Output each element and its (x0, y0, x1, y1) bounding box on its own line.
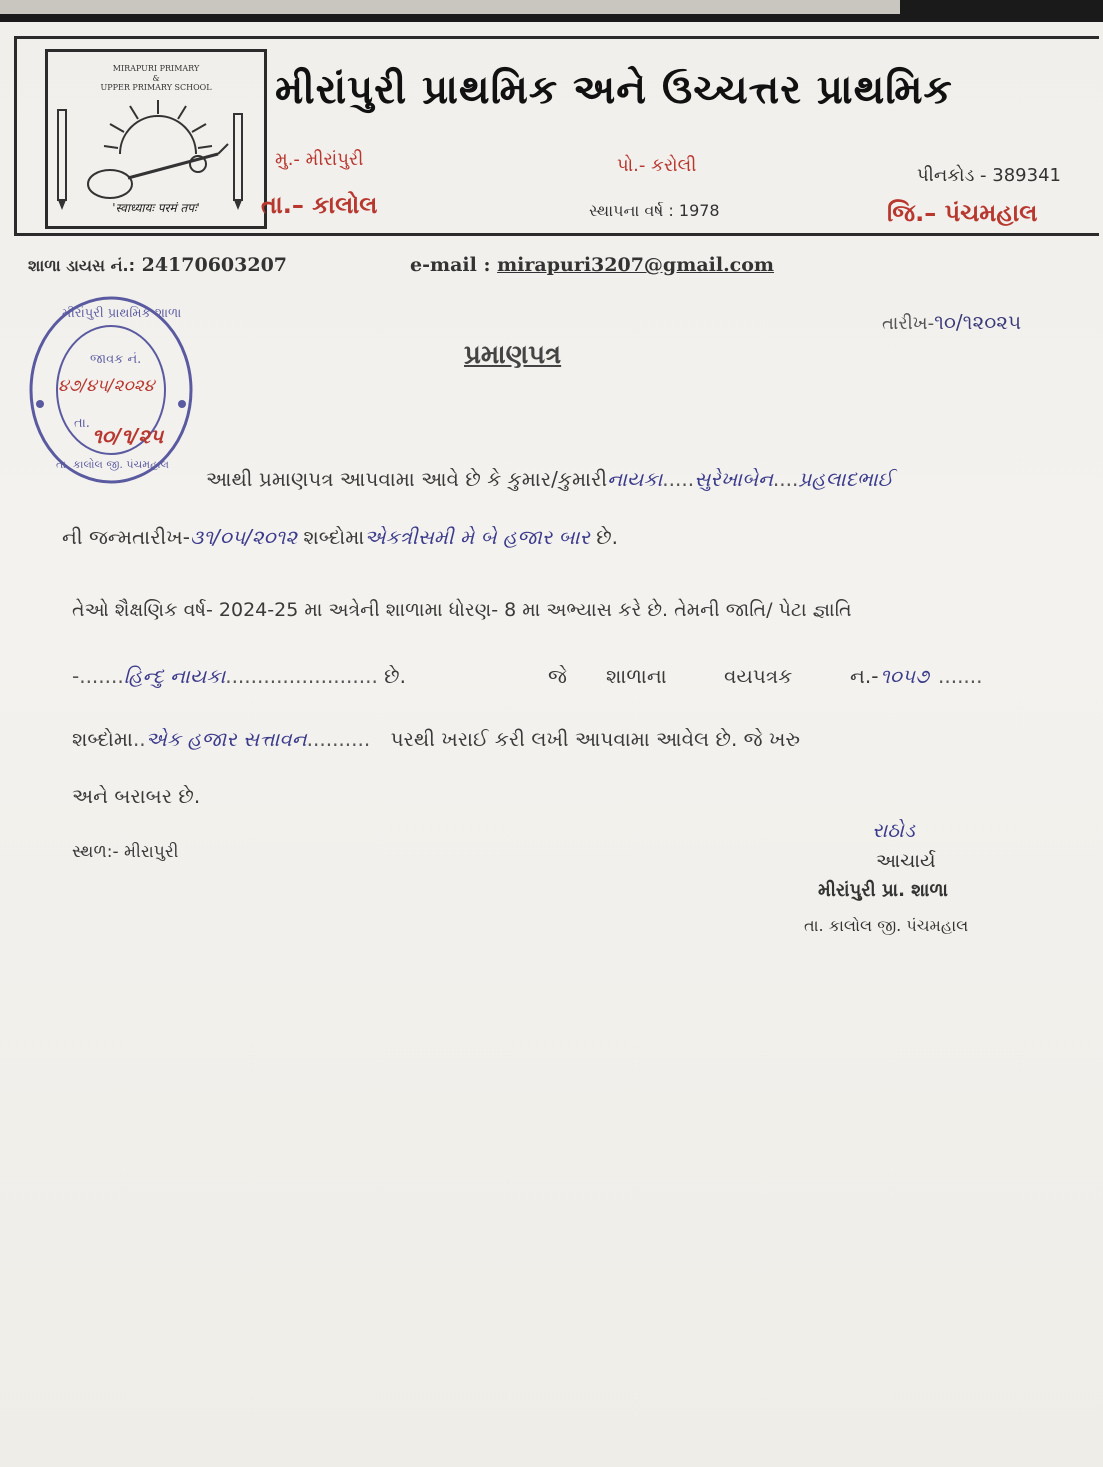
in-words-label: શબ્દોમા (303, 525, 365, 549)
body-line-3: તેઓ શૈક્ષણિક વર્ષ- 2024-25 મા અત્રેની શાળામા ધોરણ- 8 મા અભ્યાસ કરે છે. તેમની જાતિ/ પેટા જ્ઞાતિ (72, 599, 852, 621)
stamp-ring-text: મીરાંપુરી પ્રાથમિક શાળા (62, 306, 182, 321)
line2-prefix: ની જન્મતારીખ- (62, 525, 190, 549)
email-value: mirapuri3207@gmail.com (497, 254, 775, 276)
signature-address: તા. કાલોલ જી. પંચમહાલ (804, 916, 969, 935)
date-of-birth: ૩૧/૦૫/૨૦૧૨ (189, 525, 298, 549)
line5-prefix: શબ્દોમા (72, 727, 133, 751)
top-strip-light (0, 0, 900, 14)
stamp-date-label: તા. (74, 416, 90, 431)
stamp-date-value: ૧૦/૧/૨૫ (92, 424, 164, 448)
village: મુ.- મીરાંપુરી (275, 149, 364, 170)
founded-year: સ્થાપના વર્ષ : 1978 (589, 201, 720, 220)
logo-motto: 'स्वाध्यायः परमं तपः' (112, 201, 200, 215)
date-label: તારીખ- (882, 313, 935, 334)
post-office: પો.- કરોલી (617, 155, 697, 176)
principal-title: આચાર્ય (876, 850, 936, 872)
dise-label: શાળા ડાયસ નં.: (28, 256, 135, 275)
line2-suffix: છે. (596, 525, 619, 549)
certificate-page (0, 22, 1103, 1467)
place: સ્થળ:- મીરાપુરી (72, 842, 179, 862)
dise-number (28, 254, 287, 276)
letterhead (14, 36, 1099, 236)
dob-in-words: એકત્રીસમી મે બે હજાર બાર (364, 525, 590, 549)
logo-title-2: UPPER PRIMARY SCHOOL (100, 83, 212, 92)
line4-word-b: શાળાના (606, 664, 667, 688)
district: જિ.– પંચમહાલ (887, 199, 1038, 227)
line4-word-d: ન.- (850, 664, 879, 688)
stamp-outward-label: જાવક નં. (90, 352, 142, 367)
logo-title-1: MIRAPURI PRIMARY (112, 64, 200, 73)
principal-signature: રાઠોડ (872, 818, 915, 842)
line4-word-c: વયપત્રક (724, 664, 793, 688)
line4-word-a: જે (548, 664, 567, 688)
student-father-name: પ્રહલાદભાઈ (798, 467, 894, 491)
logo-title-amp: & (152, 74, 160, 83)
stamp-outward-value: ૪૭/૪૫/૨૦૨૪ (58, 376, 155, 396)
caste: હિન્દુ નાયકા (123, 664, 226, 688)
student-surname: નાયકા (607, 467, 663, 491)
line5-suffix: પરથી ખરાઈ કરી લખી આપવામા આવેલ છે. જે ખરુ (390, 727, 801, 751)
stamp-bottom-text: તા. કાલોલ જી. પંચમહાલ (56, 458, 169, 471)
dise-value: 24170603207 (141, 254, 288, 276)
line4-mid: છે. (384, 664, 406, 688)
register-number-words: એક હજાર સત્તાવન (145, 727, 307, 751)
email-label: e-mail : (410, 254, 491, 276)
pincode: પીનકોડ - 389341 (917, 165, 1061, 186)
certificate-title: પ્રમાણપત્ર (464, 340, 562, 370)
school-logo (45, 49, 267, 229)
register-number: ૧૦૫૭ (880, 664, 929, 688)
taluka: તા.– કાલોલ (261, 191, 378, 219)
body-line-6: અને બરાબર છે. (72, 784, 201, 808)
school-name: મીરાંપુરી પ્રાથમિક અને ઉચ્ચત્તર પ્રાથમિક (275, 67, 953, 113)
body-line-4: -.......હિન્દુ નાયકા........................ છે. જે શાળાના વયપત્રક ન.- ૧૦૫૭ ....... (72, 664, 983, 688)
date-value: ૧૦/૧૨૦૨૫ (934, 310, 1022, 334)
body-line-1: આથી પ્રમાણપત્ર આપવામા આવે છે કે કુમાર/કુમારીનાયકા.....સુરેખાબેન....પ્રહલાદભાઈ (206, 467, 894, 491)
top-strip (0, 0, 1103, 22)
line1-prefix: આથી પ્રમાણપત્ર આપવામા આવે છે કે કુમાર/કુમારી (206, 467, 608, 491)
veena-sun-icon (48, 92, 264, 212)
student-name: સુરેખાબેન (694, 467, 773, 491)
email (410, 254, 774, 276)
body-line-5: શબ્દોમા..એક હજાર સત્તાવન.......... પરથી ખરાઈ કરી લખી આપવામા આવેલ છે. જે ખરુ (72, 727, 801, 751)
school-stamp (26, 292, 196, 487)
certificate-date (882, 310, 1021, 334)
signature-school: મીરાંપુરી પ્રા. શાળા (818, 880, 948, 901)
body-line-2 (62, 525, 618, 549)
